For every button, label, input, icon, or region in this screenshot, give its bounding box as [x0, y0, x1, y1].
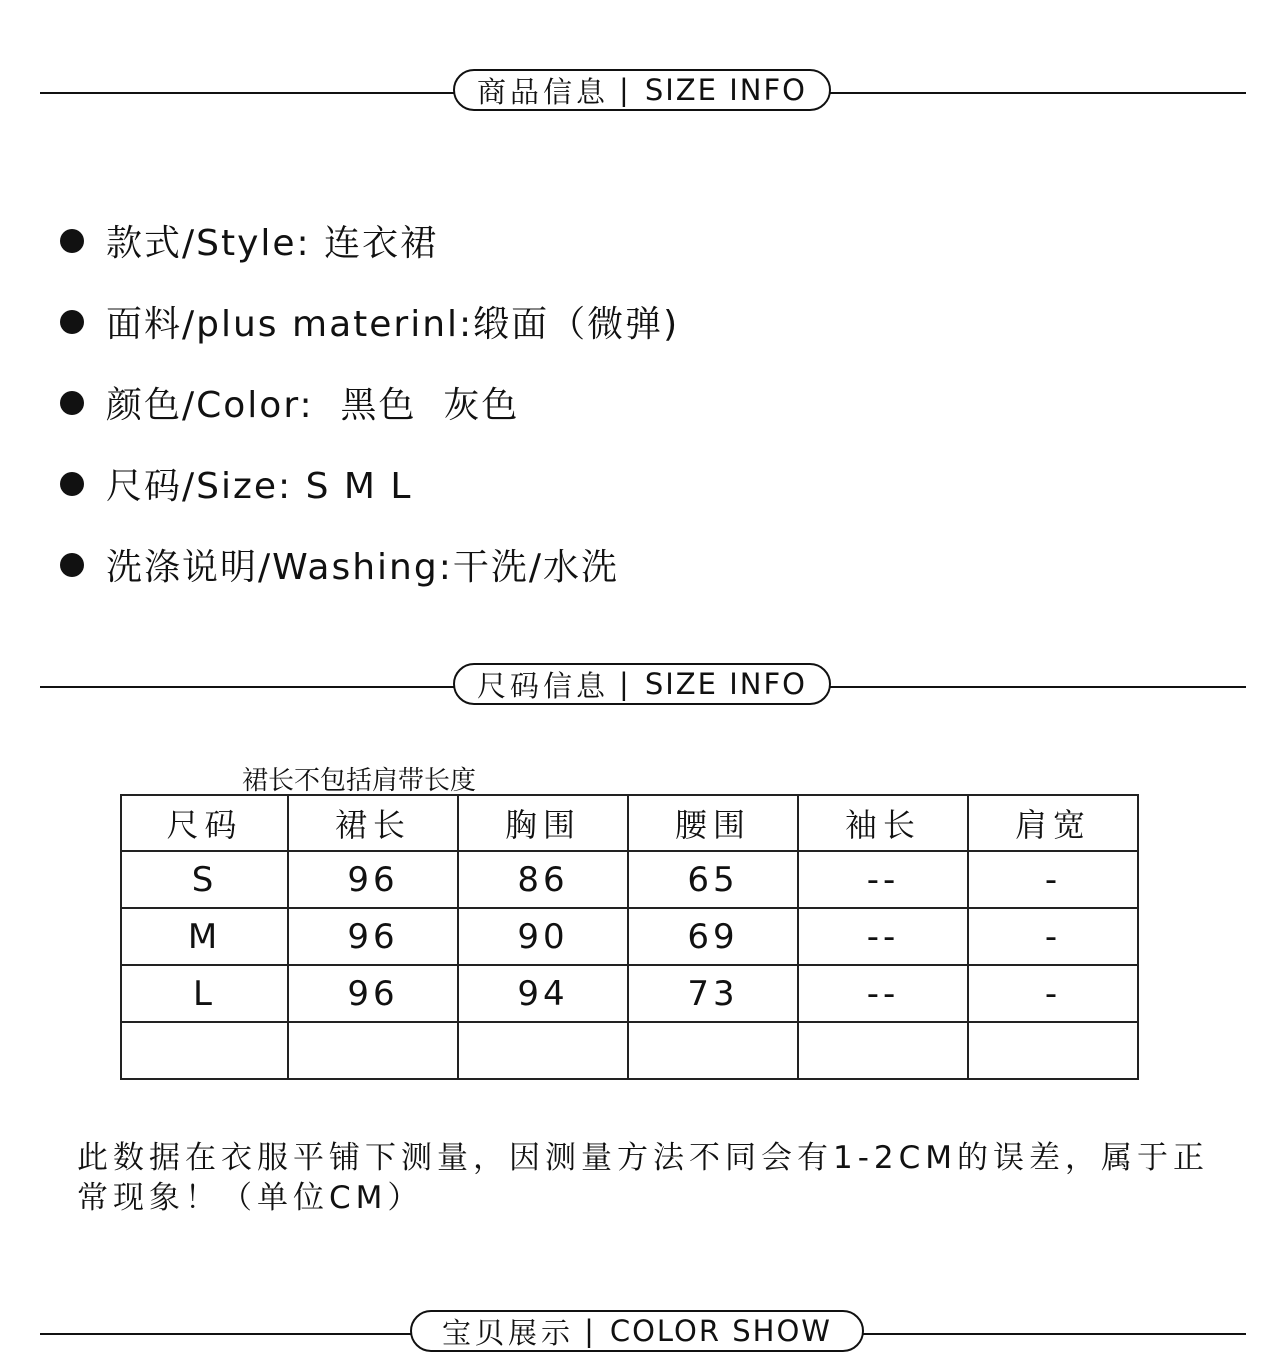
table-cell — [458, 1022, 628, 1079]
column-header: 腰围 — [628, 795, 798, 851]
column-header: 胸围 — [458, 795, 628, 851]
size-info-header — [40, 663, 1246, 711]
table-cell: - — [968, 851, 1138, 908]
table-row — [121, 965, 1138, 1022]
table-cell: 90 — [458, 908, 628, 965]
info-text: 颜色/Color: 黑色 灰色 — [106, 385, 520, 426]
header-pill — [410, 1310, 864, 1352]
table-cell — [798, 1022, 968, 1079]
table-cell: 69 — [628, 908, 798, 965]
info-item-material — [60, 281, 679, 362]
header-pill — [453, 69, 831, 111]
table-cell: 86 — [458, 851, 628, 908]
table-cell: - — [968, 965, 1138, 1022]
table-cell: S — [121, 851, 288, 908]
table-cell: - — [968, 908, 1138, 965]
info-text: 款式/Style: 连衣裙 — [106, 223, 439, 264]
table-cell — [968, 1022, 1138, 1079]
table-cell: 94 — [458, 965, 628, 1022]
color-show-header — [40, 1310, 1246, 1358]
table-row — [121, 908, 1138, 965]
bullet-icon — [60, 391, 84, 415]
product-info-header — [40, 69, 1246, 117]
table-cell — [288, 1022, 458, 1079]
table-header-row — [121, 795, 1138, 851]
header-en-title: SIZE INFO — [644, 667, 807, 701]
header-separator: | — [619, 73, 631, 107]
size-table-note: 裙长不包括肩带长度 — [242, 766, 477, 796]
header-separator: | — [619, 667, 631, 701]
header-cn-title: 宝贝展示 — [442, 1315, 575, 1350]
table-cell: 96 — [288, 965, 458, 1022]
table-cell — [628, 1022, 798, 1079]
header-separator: | — [584, 1314, 596, 1348]
header-cn-title: 商品信息 — [477, 74, 610, 109]
bullet-icon — [60, 229, 84, 253]
bullet-icon — [60, 553, 84, 577]
table-cell: -- — [798, 908, 968, 965]
info-text: 尺码/Size: S M L — [106, 466, 413, 507]
info-item-washing — [60, 524, 679, 605]
header-cn-title: 尺码信息 — [477, 668, 610, 703]
info-item-style — [60, 200, 679, 281]
table-cell: L — [121, 965, 288, 1022]
bullet-icon — [60, 310, 84, 334]
header-en-title: COLOR SHOW — [609, 1314, 832, 1348]
column-header: 裙长 — [288, 795, 458, 851]
column-header: 尺码 — [121, 795, 288, 851]
table-cell: 73 — [628, 965, 798, 1022]
column-header: 肩宽 — [968, 795, 1138, 851]
info-item-size — [60, 443, 679, 524]
size-table — [120, 794, 1139, 1080]
table-cell: 96 — [288, 908, 458, 965]
info-text: 面料/plus materinl:缎面（微弹) — [106, 304, 680, 345]
table-cell: 65 — [628, 851, 798, 908]
header-en-title: SIZE INFO — [644, 73, 807, 107]
info-item-color — [60, 362, 679, 443]
column-header: 袖长 — [798, 795, 968, 851]
measurement-footnote: 此数据在衣服平铺下测量，因测量方法不同会有1-2CM的误差，属于正常现象！（单位CM） — [77, 1140, 1210, 1216]
header-pill — [453, 663, 831, 705]
bullet-icon — [60, 472, 84, 496]
table-cell: 96 — [288, 851, 458, 908]
table-cell: M — [121, 908, 288, 965]
table-row — [121, 1022, 1138, 1079]
table-row — [121, 851, 1138, 908]
table-cell — [121, 1022, 288, 1079]
product-info-list — [60, 200, 679, 605]
table-cell: -- — [798, 851, 968, 908]
table-cell: -- — [798, 965, 968, 1022]
info-text: 洗涤说明/Washing:干洗/水洗 — [106, 547, 619, 588]
